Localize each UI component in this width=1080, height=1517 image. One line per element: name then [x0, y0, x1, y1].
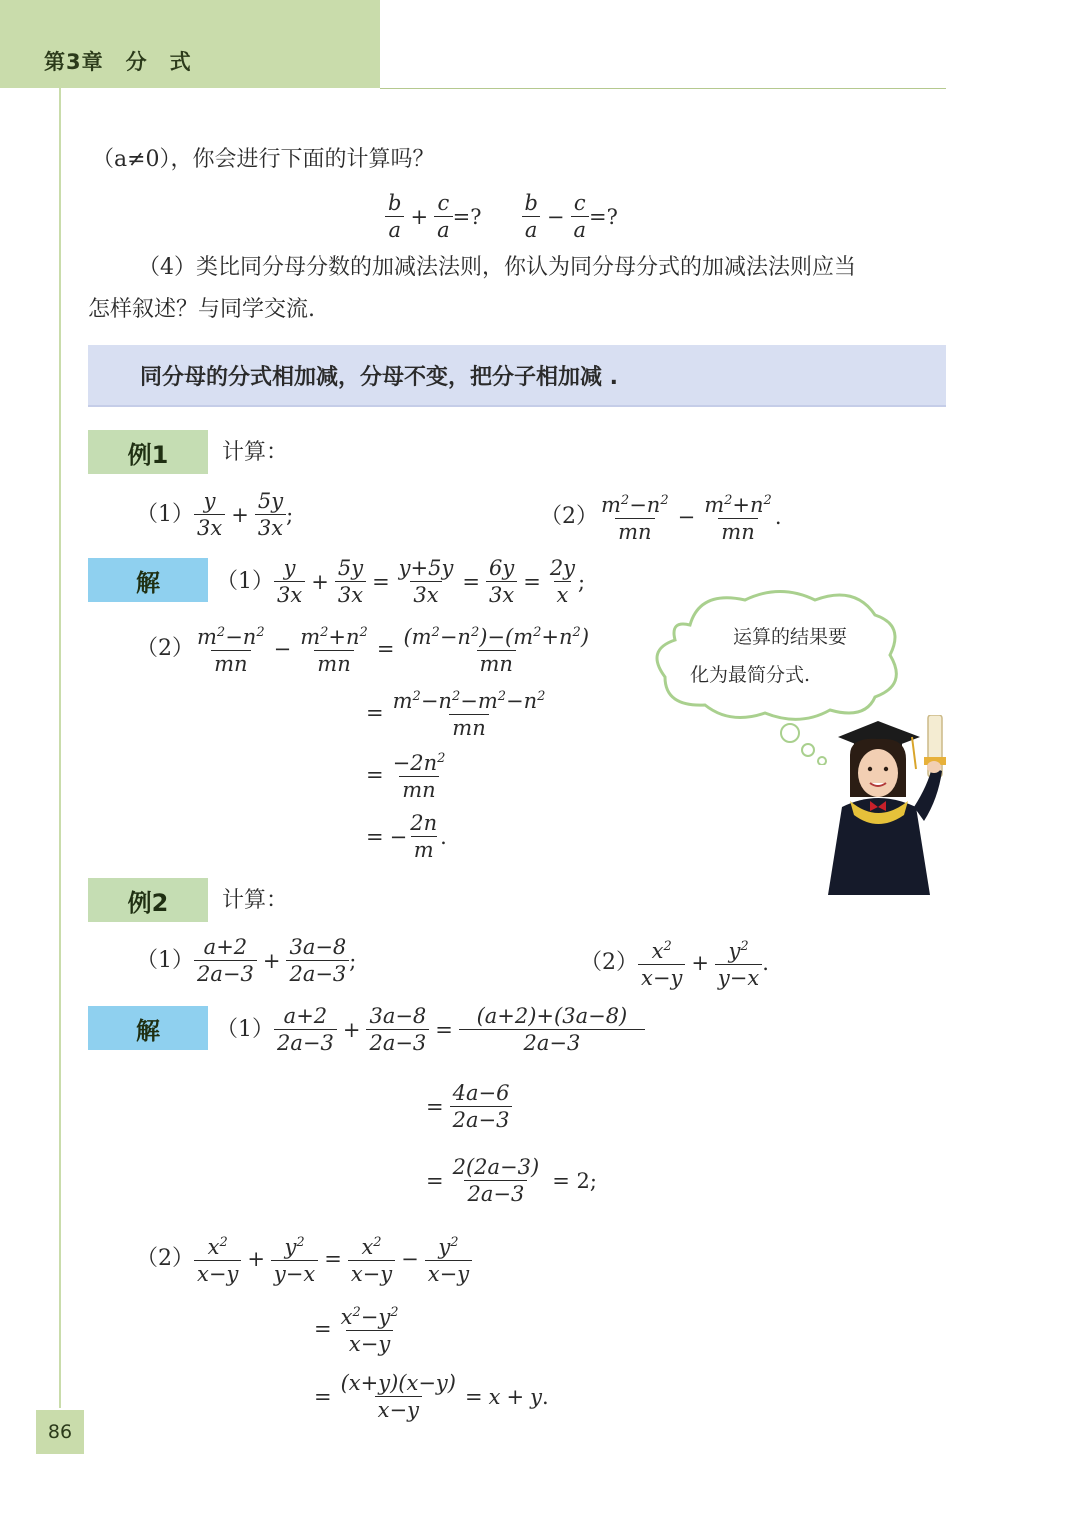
- tip-line1: 运算的结果要: [733, 626, 848, 648]
- problem-number: （1）: [216, 568, 274, 594]
- problem-number: （2）: [580, 949, 638, 975]
- problem-number: （2）: [136, 1245, 194, 1271]
- solution2-part1-line2: = $\frac{4a-6}{2a-3}$: [426, 1080, 512, 1133]
- question-4-line1: （4）类比同分母分数的加减法法则，你认为同分母分式的加减法法则应当: [138, 255, 856, 280]
- graduate-girl-illustration: [820, 715, 950, 895]
- solution2-part1-line1: （1） $\frac{a+2}{2a-3}$ + $\frac{3a-8}{2a-3}$ = $\frac{(a+2)+(3a-8)}{2a-3}$: [216, 1003, 645, 1056]
- problem-number: （1）: [216, 1016, 274, 1042]
- chapter-title: 第3章 分 式: [44, 50, 192, 74]
- example2-prompt: 计算：: [222, 888, 289, 913]
- solution2-part2-line1: （2） $\frac{x^2}{x-y}$ + $\frac{y^2}{y-x}$ = $\frac{x^2}{x-y}$ − $\frac{y^2}{x-y}$: [136, 1230, 472, 1287]
- solution2-result1: = 2;: [552, 1168, 597, 1193]
- header-rule: [380, 88, 946, 89]
- solution1-part2-line2: = $\frac{m^2-n^2-m^2-n^2}{mn}$: [366, 689, 546, 740]
- solution1-label: 解: [88, 558, 208, 602]
- example2-label: 例2: [88, 878, 208, 922]
- page-number: 86: [36, 1410, 84, 1454]
- solution2-label: 解: [88, 1006, 208, 1050]
- question-4-line2: 怎样叙述？与同学交流.: [88, 297, 315, 322]
- left-margin-rule: [59, 88, 61, 1408]
- intro-line: （a≠0），你会进行下面的计算吗？: [92, 147, 435, 172]
- solution2-part1-line3: = $\frac{2(2a-3)}{2a-3}$ = 2;: [426, 1155, 597, 1206]
- example1-problem2: （2） $\frac{m^2-n^2}{mn}$ − $\frac{m^2+n^2}{mn}$ .: [540, 493, 782, 544]
- example1-prompt: 计算：: [222, 440, 289, 465]
- solution1-part2-line1: （2） $\frac{m^2-n^2}{mn}$ − $\frac{m^2+n^2}{mn}$ = $\frac{(m^2-n^2)-(m^2+n^2)}{mn}$: [136, 625, 590, 676]
- solution1-part2-line3: = $\frac{-2n^2}{mn}$: [366, 751, 446, 802]
- example2-problem1: （1） $\frac{a+2}{2a-3}$ + $\frac{3a-8}{2a-3}$ ;: [136, 935, 357, 986]
- problem-number: （2）: [540, 503, 598, 529]
- example1-problem1: （1） $\frac{y}{3x}$ + $\frac{5y}{3x}$ ;: [136, 489, 294, 540]
- rule-text: 同分母的分式相加减，分母不变，把分子相加减 .: [140, 365, 619, 390]
- problem-number: （1）: [136, 947, 194, 973]
- solution1-part1: （1） $\frac{y}{3x}$ + $\frac{5y}{3x}$ = $\frac{y+5y}{3x}$ = $\frac{6y}{3x}$ = $\frac{2y}{x}$ ;: [216, 556, 586, 607]
- intro-formulas: $\frac{b}{a}$ + $\frac{c}{a}$ =? $\frac{b}{a}$ − $\frac{c}{a}$ =?: [385, 190, 618, 243]
- problem-number: （1）: [136, 501, 194, 527]
- example1-label: 例1: [88, 430, 208, 474]
- solution2-part2-line2: = $\frac{x^2-y^2}{x-y}$: [314, 1305, 399, 1356]
- tip-line2: 化为最简分式.: [690, 664, 811, 686]
- solution1-part2-line4: = − $\frac{2n}{m}$ .: [366, 811, 447, 862]
- problem-number: （2）: [136, 635, 194, 661]
- example2-problem2: （2） $\frac{x^2}{x-y}$ + $\frac{y^2}{y-x}$ .: [580, 939, 769, 990]
- solution2-part2-line3: = $\frac{(x+y)(x-y)}{x-y}$ = x + y .: [314, 1371, 549, 1422]
